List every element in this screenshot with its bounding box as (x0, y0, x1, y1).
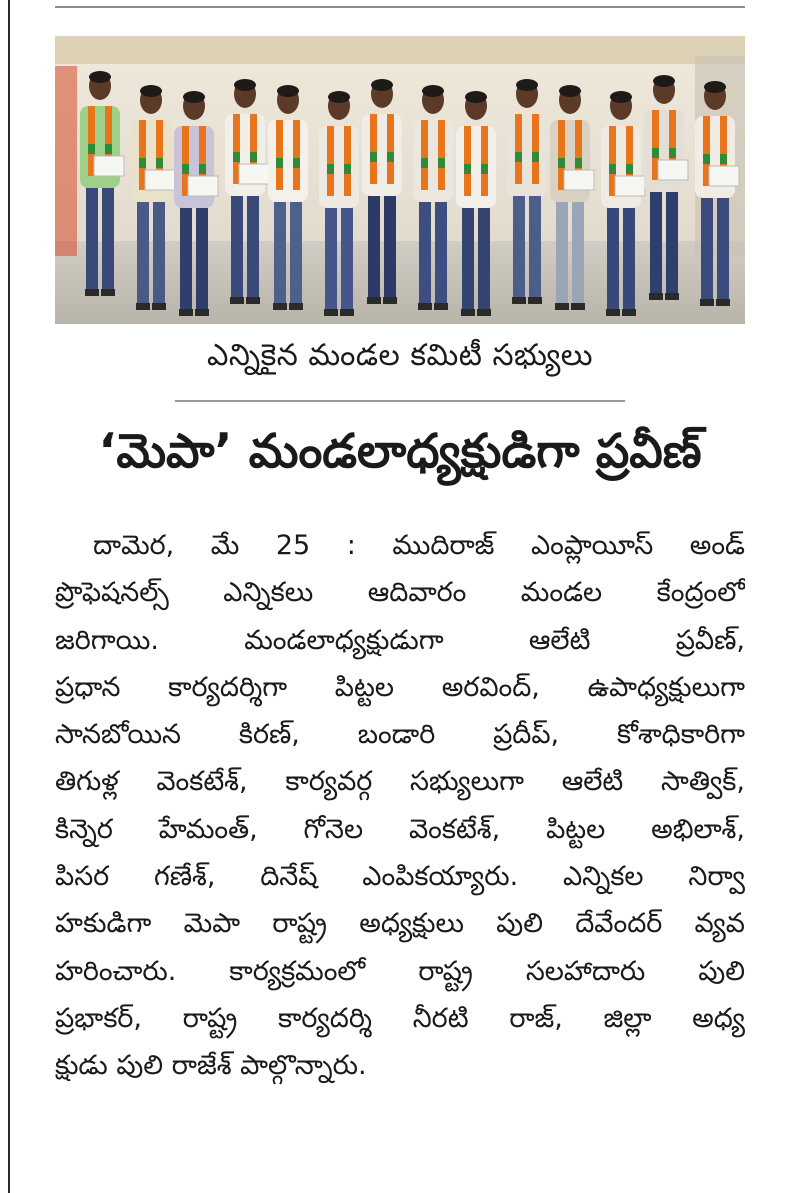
person-leg (290, 195, 302, 305)
person-leg (462, 201, 474, 311)
person-shirt (413, 120, 453, 202)
person-leg (137, 195, 149, 305)
person-shoe (461, 309, 475, 316)
person-leg (666, 185, 678, 295)
person-leg (556, 195, 568, 305)
person-scarf-band (370, 152, 377, 162)
person-shoe (246, 297, 260, 304)
person-shoe (340, 309, 354, 316)
person-shoe (477, 309, 491, 316)
person-shoe (289, 303, 303, 310)
person-scarf-band (199, 164, 206, 174)
article-line: హరించారు. కార్యక్రమంలో రాష్ట్ర సలహాదారు పులి (55, 955, 745, 987)
person-leg (86, 181, 98, 291)
person-leg (341, 201, 353, 311)
person-scarf-band (421, 158, 428, 168)
person-shirt (362, 114, 402, 196)
person-certificate (658, 160, 688, 180)
article-line: ప్రొఫెషనల్స్ ఎన్నికలు ఆదివారం మండల కేంద్రంలో (55, 577, 745, 609)
person-certificate (94, 156, 124, 176)
person-scarf (387, 114, 394, 184)
person-certificate (564, 170, 594, 190)
person-scarf-band (481, 164, 488, 174)
photo-ceiling-band (55, 36, 745, 64)
person-leg (572, 195, 584, 305)
article-line: క్షుడు పులి రాజేశ్ పాల్గొన్నారు. (55, 1050, 367, 1082)
person-hair (328, 91, 350, 103)
person-leg (701, 191, 713, 301)
person-scarf-band (558, 158, 565, 168)
person-leg (325, 201, 337, 311)
person-scarf-band (276, 158, 283, 168)
person-scarf-band (344, 164, 351, 174)
person-certificate (615, 176, 645, 196)
person-scarf-band (156, 158, 163, 168)
article-line: హకుడిగా మెపా రాష్ట్ర అధ్యక్షులు పులి దేవేందర్ వ్యవ (55, 908, 745, 940)
person-scarf (327, 126, 334, 196)
person-hair (422, 85, 444, 97)
person-hair (653, 75, 675, 87)
person-scarf-band (652, 148, 659, 158)
person-shoe (85, 289, 99, 296)
person-scarf (481, 126, 488, 196)
person-shoe (136, 303, 150, 310)
person-hair (704, 81, 726, 93)
group-photo-illustration (55, 36, 745, 324)
person-shoe (606, 309, 620, 316)
headline: ‘మెపా’ మండలాధ్యక్షుడిగా ప్రవీణ్ (98, 424, 702, 479)
page-left-border (8, 0, 10, 1193)
person-hair (610, 91, 632, 103)
article-line: పిసర గణేశ్, దినేష్ ఎంపికయ్యారు. ఎన్నికల నిర్వా (55, 861, 745, 893)
person-certificate (188, 176, 218, 196)
person-scarf-band (293, 158, 300, 168)
person-scarf-band (575, 158, 582, 168)
photo-caption: ఎన్నికైన మండల కమిటీ సభ్యులు (207, 338, 593, 373)
person-hair (140, 85, 162, 97)
article-body (55, 522, 745, 1090)
person-shoe (434, 303, 448, 310)
person-leg (153, 195, 165, 305)
person-hair (559, 85, 581, 97)
person-shoe (528, 297, 542, 304)
person-shoe (273, 303, 287, 310)
person-scarf-band (139, 158, 146, 168)
person-hair (465, 91, 487, 103)
person-shoe (555, 303, 569, 310)
person-scarf (438, 120, 445, 190)
person-hair (277, 85, 299, 97)
person-shoe (324, 309, 338, 316)
person-shoe (571, 303, 585, 310)
person-scarf (293, 120, 300, 190)
person-leg (196, 201, 208, 311)
article-line: తిగుళ్ల వెంకటేశ్, కార్యవర్గ సభ్యులుగా ఆలేటి సాత్విక్, (55, 766, 745, 798)
person-scarf-band (387, 152, 394, 162)
person-shoe (383, 297, 397, 304)
person-leg (529, 189, 541, 299)
person-shoe (418, 303, 432, 310)
article-line: ప్రభాకర్, రాష్ట్ర కార్యదర్శి నీరటి రాజ్, జిల్లా అధ్య (55, 1002, 745, 1034)
person-shirt (319, 126, 359, 208)
person-hair (183, 91, 205, 103)
person-certificate (239, 164, 269, 184)
person-scarf-band (532, 152, 539, 162)
person-hair (371, 79, 393, 91)
person-scarf-band (233, 152, 240, 162)
person-scarf-band (327, 164, 334, 174)
person-shoe (195, 309, 209, 316)
person-scarf-band (703, 154, 710, 164)
person-shirt (507, 114, 547, 196)
person-scarf (532, 114, 539, 184)
person-shoe (716, 299, 730, 306)
photo-left-pillar (55, 66, 77, 256)
person-scarf (344, 126, 351, 196)
person-certificate (709, 166, 739, 186)
person-shoe (665, 293, 679, 300)
person-hair (89, 71, 111, 83)
article-line: సానబోయిన కిరణ్, బండారి ప్రదీప్, కోశాధికారిగా (55, 719, 745, 751)
article-line: ప్రధాన కార్యదర్శిగా పిట్టల అరవింద్, ఉపాధ్యక్షులుగా (55, 671, 745, 703)
person-scarf-band (105, 144, 112, 154)
person-scarf-band (669, 148, 676, 158)
article-line: జరిగాయి. మండలాధ్యక్షుడుగా ఆలేటి ప్రవీణ్, (55, 624, 745, 656)
person-leg (231, 189, 243, 299)
article-line: దామెర, మే 25 : ముదిరాజ్ ఎంప్లాయీస్ అండ్ (93, 530, 745, 561)
person-shoe (179, 309, 193, 316)
person-leg (180, 201, 192, 311)
person-hair (516, 79, 538, 91)
person-scarf (276, 120, 283, 190)
person-scarf (421, 120, 428, 190)
article-line: కిన్నెర హేమంత్, గోనెల వెంకటేశ్, పిట్టల అభిలాశ్, (55, 813, 745, 845)
person-scarf (370, 114, 377, 184)
person-shoe (230, 297, 244, 304)
person-leg (368, 189, 380, 299)
person-leg (247, 189, 259, 299)
group-photo (55, 36, 745, 324)
person-leg (384, 189, 396, 299)
person-shirt (456, 126, 496, 208)
person-certificate (145, 170, 175, 190)
person-shoe (700, 299, 714, 306)
person-scarf (464, 126, 471, 196)
person-shoe (622, 309, 636, 316)
person-scarf-band (626, 164, 633, 174)
person-shoe (152, 303, 166, 310)
person-scarf (515, 114, 522, 184)
person-hair (234, 79, 256, 91)
person-shoe (367, 297, 381, 304)
person-scarf-band (720, 154, 727, 164)
person-leg (650, 185, 662, 295)
person-scarf-band (609, 164, 616, 174)
person-shoe (649, 293, 663, 300)
person-shoe (512, 297, 526, 304)
person-leg (607, 201, 619, 311)
person-leg (274, 195, 286, 305)
person-leg (623, 201, 635, 311)
person-leg (478, 201, 490, 311)
person-scarf-band (464, 164, 471, 174)
person-scarf-band (182, 164, 189, 174)
person-leg (513, 189, 525, 299)
person-leg (419, 195, 431, 305)
person-scarf-band (250, 152, 257, 162)
person-shoe (101, 289, 115, 296)
person-scarf-band (88, 144, 95, 154)
person-leg (435, 195, 447, 305)
caption-divider (175, 400, 625, 402)
person-leg (102, 181, 114, 291)
person-scarf-band (515, 152, 522, 162)
person-leg (717, 191, 729, 301)
person-scarf-band (438, 158, 445, 168)
person-shirt (268, 120, 308, 202)
top-divider (55, 6, 745, 8)
